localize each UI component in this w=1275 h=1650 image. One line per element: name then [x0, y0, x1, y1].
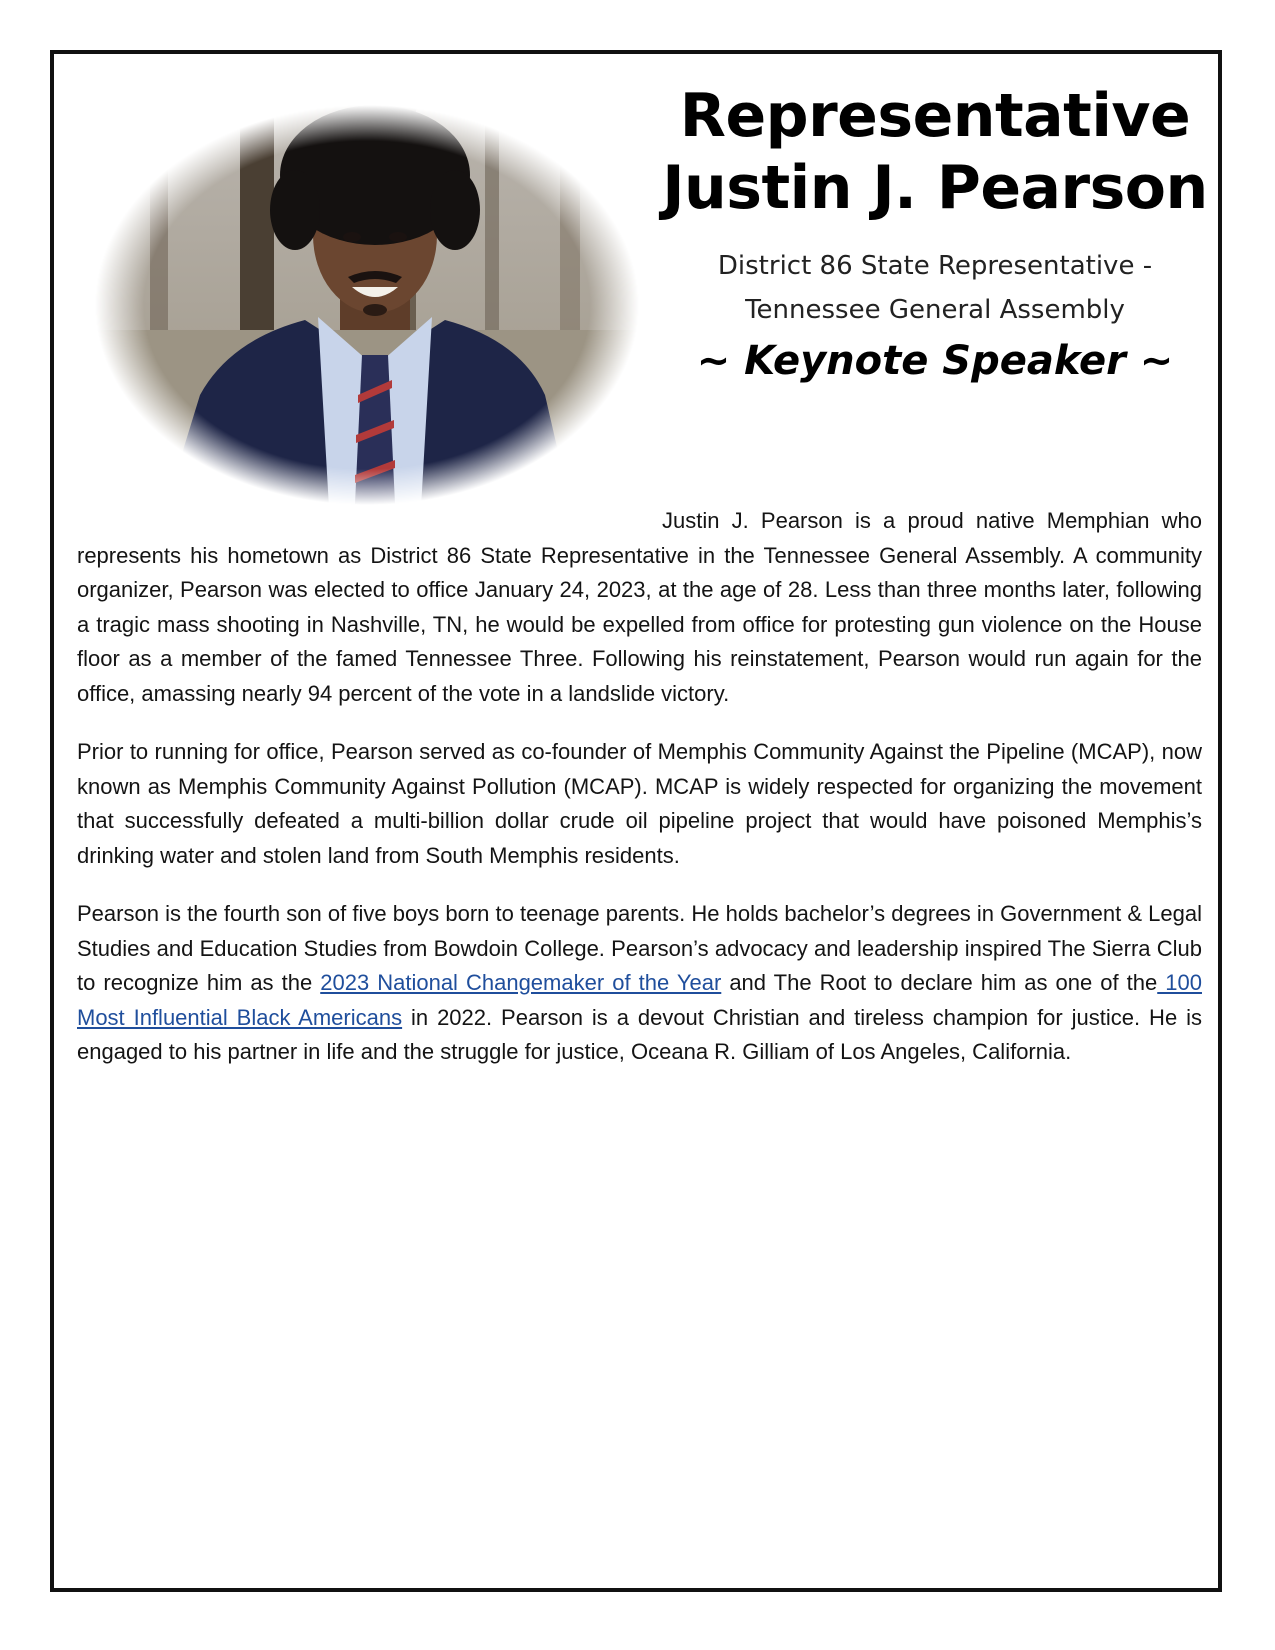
- bio-paragraph-3-text-a: Pearson is the fourth son of five boys born to teenage parents. He holds bachelor’s degrees in Government & Legal Studies and Education Studies from Bowdoin College. Pearson’s advocacy and leadership inspired The Sierra Club to recognize him as the: [77, 901, 1202, 995]
- keynote-label: ~ Keynote Speaker ~: [696, 338, 1174, 384]
- title-block: [655, 80, 1215, 388]
- bio-paragraph-3: [77, 897, 1202, 1070]
- influential-americans-link[interactable]: Most Influential Black Americans: [77, 1004, 403, 1030]
- portrait-photo: [90, 105, 645, 525]
- biography: [77, 504, 1202, 1094]
- bio-paragraph-2: Prior to running for office, Pearson served as co-founder of Memphis Community Against the Pipeline (MCAP), now known as Memphis Community Against Pollution (MCAP). MCAP is widely respected for organizing the movement that successfully defeated a multi-billion dollar crude oil pipeline project that would have poisoned Memphis’s drinking water and stolen land from South Memphis residents.: [77, 739, 1202, 868]
- subtitle-line-1: District 86 State Representative -: [717, 251, 1153, 281]
- subtitle: [655, 244, 1215, 332]
- influential-100-link[interactable]: 100: [1157, 970, 1202, 995]
- bio-paragraph-1: Justin J. Pearson is a proud native Memphian who represents his hometown as District 86 State Representative in the Tennessee General Assembly. A community organizer, Pearson was elected to office January 24, 2023, at the age of 28. Less than three months later, following a tragic mass shooting in Nashville, TN, he would be expelled from office for protesting gun violence on the House floor as a member of the famed Tennessee Three. Following his reinstatement, Pearson would run again for the office, amassing nearly 94 percent of the vote in a landslide victory.: [77, 508, 1202, 706]
- subtitle-line-2: Tennessee General Assembly: [745, 295, 1125, 325]
- title-line-2: Justin J. Pearson: [662, 153, 1208, 223]
- bio-paragraph-3-text-d: in 2022. Pearson is a devout Christian and tireless champion for justice. He is engaged to his partner in life and the struggle for justice, Oceana R. Gilliam of Los Angeles, California.: [77, 1004, 1202, 1064]
- portrait-image: [90, 105, 645, 525]
- changemaker-link[interactable]: 2023 National Changemaker of the Year: [320, 970, 722, 995]
- title-line-1: Representative: [679, 81, 1191, 151]
- bio-paragraph-3-text-b: and The Root to declare him as one of the: [721, 970, 1158, 995]
